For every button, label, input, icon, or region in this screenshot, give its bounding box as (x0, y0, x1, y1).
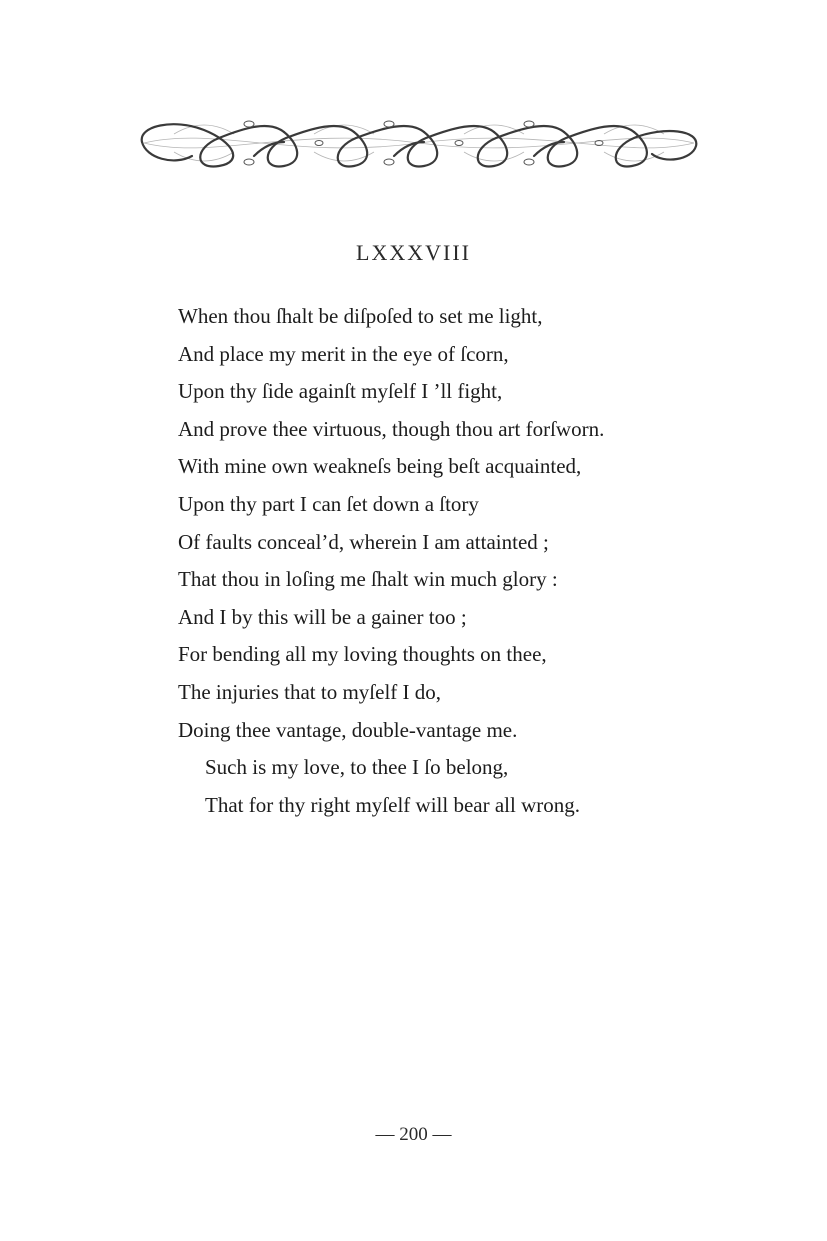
poem-line: Upon thy ſide againſt myſelf I ’ll fight, (178, 379, 503, 404)
couplet-line: That for thy right myſelf will bear all wrong. (205, 792, 580, 817)
poem-line: For bending all my loving thoughts on thee, (178, 642, 547, 667)
page-number: — 200 — (375, 1124, 452, 1145)
poem-line: The injuries that to myſelf I do, (178, 679, 442, 704)
poem-line: Doing thee vantage, double-vantage me. (178, 717, 518, 742)
decorative-scroll-border-icon (134, 112, 704, 174)
poem-line: And I by this will be a gainer too ; (178, 604, 467, 629)
poem-line: When thou ſhalt be diſpoſed to set me light, (178, 304, 543, 328)
couplet-line: Such is my love, to thee I ſo belong, (205, 755, 509, 780)
sonnet-body (178, 298, 738, 824)
poem-line: And prove thee virtuous, though thou art forſworn. (178, 416, 605, 441)
poem-line: That thou in loſing me ſhalt win much glory : (178, 567, 558, 592)
poem-line: With mine own weakneſs being beſt acquainted, (178, 454, 582, 479)
poem-line: Of faults conceal’d, wherein I am attainted ; (178, 529, 549, 554)
sonnet-number-heading: LXXXVIII (356, 240, 471, 265)
poem-line: And place my merit in the eye of ſcorn, (178, 341, 509, 366)
poem-line: Upon thy part I can ſet down a ſtory (178, 491, 479, 516)
